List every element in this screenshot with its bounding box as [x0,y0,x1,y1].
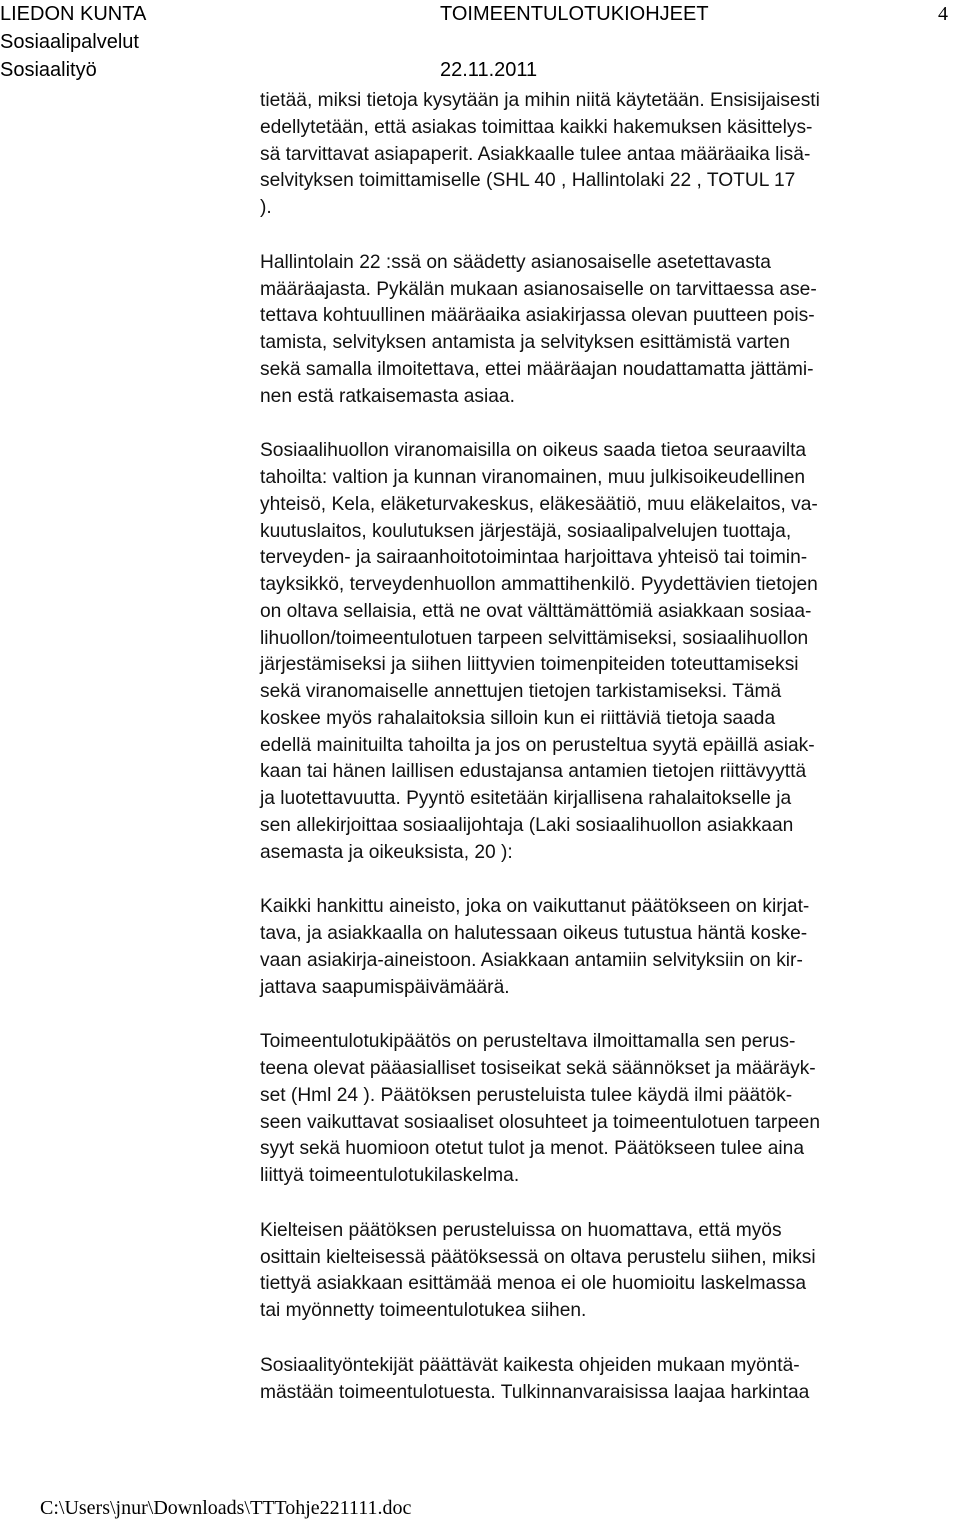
paragraph-line: edellytetään, että asiakas toimittaa kaikki hakemuksen käsittelys- [260,116,813,138]
paragraph-line: tamista, selvityksen antamista ja selvityksen esittämistä varten [260,332,790,353]
page-number: 4 [938,3,948,25]
header-unit: Sosiaalityö [0,59,97,81]
paragraph-line: koskee myös rahalaitoksia silloin kun ei riittäviä tietoja saada [260,707,776,729]
paragraph-line: tai myönnetty toimeentulotukea siihen. [260,1300,587,1321]
paragraph-line: Sosiaalityöntekijät päättävät kaikesta ohjeiden mukaan myöntä- [260,1354,800,1376]
paragraph-line: tiettyä asiakkaan esittämää menoa ei ole huomioitu laskelmassa [260,1273,807,1295]
paragraph-line: Sosiaalihuollon viranomaisilla on oikeus saada tietoa seuraavilta [260,440,807,462]
body-paragraph [260,894,956,1001]
paragraph-line: teena olevat pääasialliset tosiseikat sekä säännökset ja määräyk- [260,1058,816,1079]
paragraph-line: asemasta ja oikeuksista, 20 ): [260,841,513,863]
paragraph-line: on oltava sellaisia, että ne ovat välttämättömiä asiakkaan sosiaa- [260,600,812,622]
paragraph-line: tayksikkö, terveydenhuollon ammattihenkilö. Pyydettävien tietojen [260,574,818,595]
page-header [0,0,960,84]
header-doc-title: TOIMEENTULOTUKIOHJEET [440,3,709,25]
paragraph-line: ). [260,197,272,218]
body-paragraph [260,1353,956,1407]
paragraph-line: nen estä ratkaisemasta asiaa. [260,385,515,407]
paragraph-line: sekä viranomaiselle annettujen tietojen tarkistamiseksi. Tämä [260,681,782,702]
paragraph-line: järjestämiseksi ja siihen liittyvien toimenpiteiden toteuttamiseksi [260,654,799,676]
header-dept: Sosiaalipalvelut [0,31,139,53]
paragraph-line: lihuollon/toimeentulotuen tarpeen selvittämiseksi, sosiaalihuollon [260,627,809,649]
paragraph-line: selvityksen toimittamiselle (SHL 40 , Hallintolaki 22 , TOTUL 17 [260,170,796,192]
header-date: 22.11.2011 [440,59,538,81]
paragraph-line: tahoilta: valtion ja kunnan viranomainen, muu julkisoikeudellinen [260,467,806,488]
body-paragraph [260,438,956,866]
paragraph-line: kuutuslaitos, koulutuksen järjestäjä, sosiaalipalvelujen tuottaja, [260,520,792,542]
paragraph-line: Hallintolain 22 :ssä on säädetty asianosaiselle asetettavasta [260,251,771,273]
document-body [260,88,956,1434]
body-paragraph [260,250,956,411]
body-paragraph [260,1029,956,1190]
paragraph-line: tava, ja asiakkaalla on halutessaan oikeus tutustua häntä koske- [260,923,808,944]
paragraph-line: seen vaikuttavat sosiaaliset olosuhteet ja toimeentulotuen tarpeen [260,1111,820,1133]
body-paragraph [260,88,956,222]
paragraph-line: kaan tai hänen laillisen edustajansa antamien tietojen riittävyyttä [260,761,807,783]
paragraph-line: sekä samalla ilmoitettava, ettei määräajan noudattamatta jättämi- [260,358,814,380]
paragraph-line: sen allekirjoittaa sosiaalijohtaja (Laki sosiaalihuollon asiakkaan [260,814,794,836]
paragraph-line: set (Hml 24 ). Päätöksen perusteluista tulee käydä ilmi päätök- [260,1084,793,1106]
paragraph-line: syyt sekä huomioon otetut tulot ja menot. Päätökseen tulee aina [260,1138,804,1160]
paragraph-line: terveyden- ja sairaanhoitotoimintaa harjoittava yhteisö tai toimin- [260,547,808,569]
paragraph-line: mästään toimeentulotuesta. Tulkinnanvaraisissa laajaa harkintaa [260,1381,810,1403]
paragraph-line: vaan asiakirja-aineistoon. Asiakkaan antamiin selvityksiin on kir- [260,949,803,971]
footer-file-path: C:\Users\jnur\Downloads\TTTohje221111.doc [40,1497,412,1519]
paragraph-line: Toimeentulotukipäätös on perusteltava ilmoittamalla sen perus- [260,1031,796,1053]
paragraph-line: tettava kohtuullinen määräaika asiakirjassa olevan puutteen pois- [260,305,815,327]
paragraph-line: tietää, miksi tietoja kysytään ja mihin niitä käytetään. Ensisijaisesti [260,90,820,111]
paragraph-line: edellä mainituilta tahoilta ja jos on perusteltua syytä epäillä asiak- [260,734,815,756]
paragraph-line: määräajasta. Pykälän mukaan asianosaiselle on tarvittaessa ase- [260,278,817,300]
paragraph-line: liittyä toimeentulotukilaskelma. [260,1165,520,1186]
paragraph-line: ja luotettavuutta. Pyyntö esitetään kirjallisena rahalaitokselle ja [260,788,792,809]
paragraph-line: yhteisö, Kela, eläketurvakeskus, eläkesäätiö, muu eläkelaitos, va- [260,493,818,515]
body-paragraph [260,1218,956,1325]
paragraph-line: Kielteisen päätöksen perusteluissa on huomattava, että myös [260,1219,782,1241]
paragraph-line: osittain kielteisessä päätöksessä on oltava perustelu siihen, miksi [260,1246,816,1268]
paragraph-line: jattava saapumispäivämäärä. [260,976,510,998]
paragraph-line: Kaikki hankittu aineisto, joka on vaikuttanut päätökseen on kirjat- [260,896,810,918]
header-org: LIEDON KUNTA [0,3,147,25]
paragraph-line: sä tarvittavat asiapaperit. Asiakkaalle tulee antaa määräaika lisä- [260,143,811,165]
